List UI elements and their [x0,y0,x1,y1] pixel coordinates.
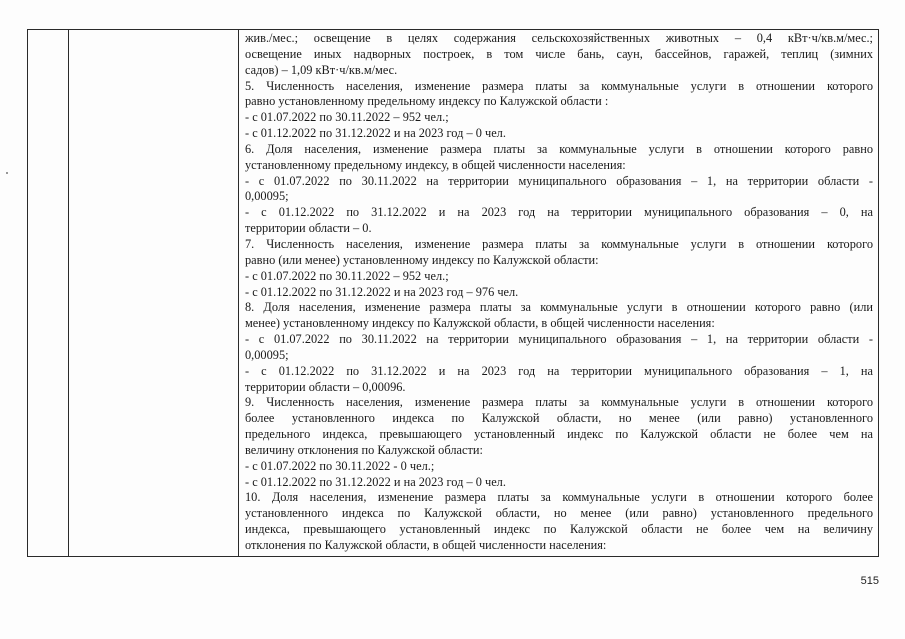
table-column-divider-2 [238,30,239,556]
table-text-cell [245,31,873,557]
text-line: - с 01.12.2022 по 31.12.2022 и на 2023 год – 976 чел. [245,284,519,299]
text-line: 7. Численность населения, изменение размера платы за коммунальные услуги в отношении которого [245,236,873,251]
text-line: территории области – 0,00096. [245,379,406,394]
text-line: - с 01.07.2022 по 30.11.2022 – 952 чел.; [245,268,449,283]
text-line: величину отклонения по Калужской области: [245,442,483,457]
text-line: 10. Доля населения, изменение размера платы за коммунальные услуги в отношении которого более [245,490,873,505]
document-table [27,29,879,557]
text-line: - с 01.12.2022 по 31.12.2022 и на 2023 год – 0 чел. [245,126,506,141]
text-line: 0,00095; [245,189,289,204]
text-line: установленному предельному индексу, в общей численности населения: [245,157,626,172]
text-line: - с 01.07.2022 по 30.11.2022 на территории муниципального образования – 1, на территории области - [245,173,873,188]
text-line: равно установленному предельному индексу по Калужской области : [245,94,609,109]
page-number: 515 [860,575,879,587]
text-line: индекса, превышающего установленный индекс по Калужской области не более чем на величину [245,522,873,537]
text-line: установленного индекса по Калужской области, но менее (или равно) установленного предельного [245,506,873,521]
text-line: - с 01.12.2022 по 31.12.2022 и на 2023 год на территории муниципального образования – 0, на [245,205,873,220]
text-line: - с 01.07.2022 по 30.11.2022 - 0 чел.; [245,458,435,473]
text-line: освещение иных надворных построек, в том числе бань, саун, бассейнов, гаражей, теплиц (зимних [245,46,873,61]
text-line: - с 01.07.2022 по 30.11.2022 на территории муниципального образования – 1, на территории области - [245,332,873,347]
text-line: территории области – 0. [245,221,372,236]
text-line: предельного индекса, превышающего установленный индекс по Калужской области не более чем на [245,427,873,442]
text-line: менее) установленному индексу по Калужской области, в общей численности населения: [245,316,715,331]
text-line: 5. Численность населения, изменение размера платы за коммунальные услуги в отношении которого [245,78,873,93]
text-line: 6. Доля населения, изменение размера платы за коммунальные услуги в отношении которого равно [245,141,873,156]
text-line: 8. Доля населения, изменение размера платы за коммунальные услуги в отношении которого равно (или [245,300,873,315]
text-line: - с 01.12.2022 по 31.12.2022 и на 2023 год на территории муниципального образования – 1, на [245,363,873,378]
text-line: 9. Численность населения, изменение размера платы за коммунальные услуги в отношении которого [245,395,873,410]
text-line: 0,00095; [245,347,289,362]
text-line: равно (или менее) установленному индексу по Калужской области: [245,252,599,267]
table-column-divider-1 [68,30,69,556]
text-line: более установленного индекса по Калужской области, но менее (или равно) установленного [245,411,873,426]
text-line: отклонения по Калужской области, в общей численности населения: [245,538,607,552]
text-line: - с 01.12.2022 по 31.12.2022 и на 2023 год – 0 чел. [245,474,506,489]
text-line: - с 01.07.2022 по 30.11.2022 – 952 чел.; [245,110,449,125]
scan-speck [6,172,8,174]
text-line: садов) – 1,09 кВт·ч/кв.м/мес. [245,62,398,77]
text-line: жив./мес.; освещение в целях содержания сельскохозяйственных животных – 0,4 кВт·ч/кв.м/мес.; [245,31,873,45]
